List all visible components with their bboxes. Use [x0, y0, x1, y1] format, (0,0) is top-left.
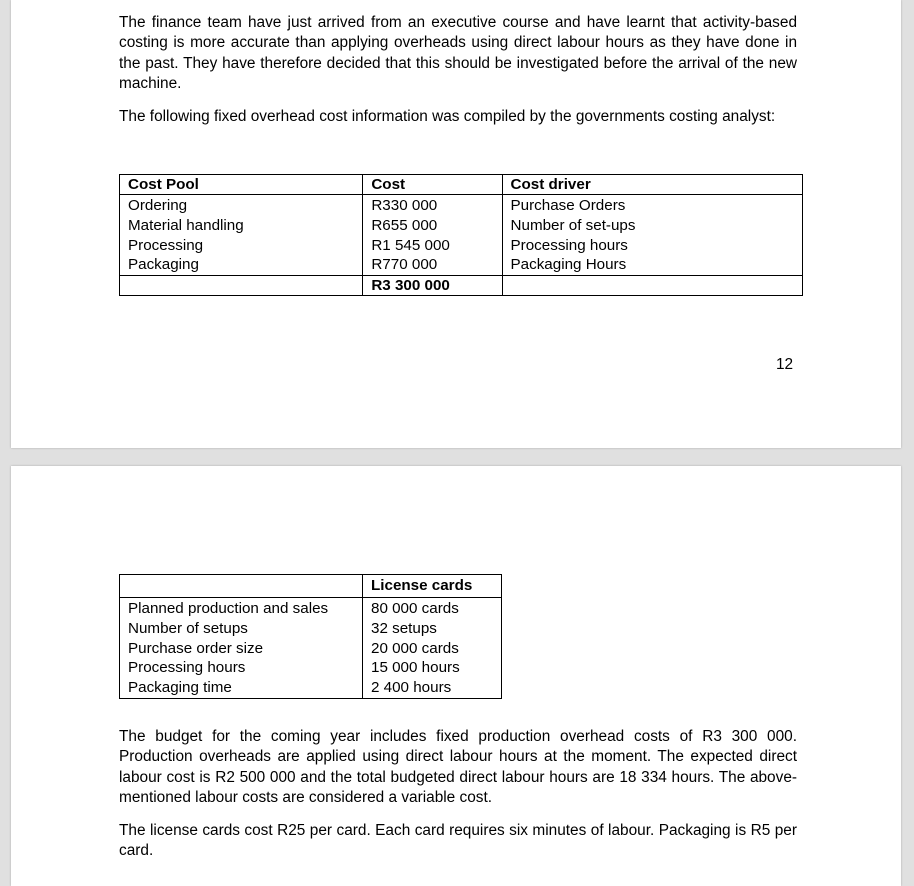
value-processing-hours: 15 000 hours — [371, 659, 460, 677]
table-total-row — [120, 276, 803, 296]
paragraph-activity-based-costing: The finance team have just arrived from an executive course and have learnt that activity-based costing is more accurate than applying overheads using direct labour hours as they have done in the past. They have therefore decided that this should be investigated before the arrival of the new machine. — [119, 14, 797, 92]
paragraph-budget: The budget for the coming year includes fixed production overhead costs of R3 300 000. Production overheads are applied using direct labour hours at the moment. The expected direct labour cost is R2 500 000 and the total budgeted direct labour hours are 18 334 hours. The above-mentioned labour costs are considered a variable cost. — [119, 728, 797, 806]
value-planned-production: 80 000 cards — [371, 600, 459, 617]
cost-pool-processing: Processing — [128, 236, 204, 254]
header-empty-cell — [120, 575, 363, 598]
total-empty-cell — [120, 276, 363, 296]
value-purchase-order-size: 20 000 cards — [371, 639, 459, 657]
table-row — [120, 195, 803, 276]
cost-ordering: R330 000 — [371, 197, 438, 214]
cost-pool-material-handling: Material handling — [128, 216, 244, 234]
page-number: 12 — [776, 356, 794, 373]
header-license-cards: License cards — [363, 575, 502, 598]
driver-material-handling: Number of set-ups — [510, 216, 636, 234]
header-cost: Cost — [363, 175, 502, 195]
cost-pools-cell — [120, 195, 363, 276]
header-cost-pool: Cost Pool — [120, 175, 363, 195]
label-number-of-setups: Number of setups — [128, 619, 248, 637]
costs-cell — [363, 195, 502, 276]
production-info-table — [119, 574, 502, 699]
label-purchase-order-size: Purchase order size — [128, 639, 264, 657]
header-cost-driver: Cost driver — [502, 175, 802, 195]
value-number-of-setups: 32 setups — [371, 619, 437, 637]
driver-packaging: Packaging Hours — [510, 256, 627, 274]
table-header-row — [120, 575, 502, 598]
drivers-cell — [502, 195, 802, 276]
document-page-1 — [11, 0, 901, 448]
overhead-cost-table — [119, 174, 803, 296]
cost-pool-packaging: Packaging — [128, 256, 199, 274]
paragraph-license-card-cost: The license cards cost R25 per card. Each card requires six minutes of labour. Packaging is R5 per card. — [119, 822, 797, 860]
cost-pool-ordering: Ordering — [128, 197, 188, 214]
labels-cell — [120, 598, 363, 699]
cost-material-handling: R655 000 — [371, 216, 438, 234]
label-planned-production: Planned production and sales — [128, 600, 329, 617]
label-processing-hours: Processing hours — [128, 659, 246, 677]
cost-packaging: R770 000 — [371, 256, 438, 274]
paragraph-cost-info-intro: The following fixed overhead cost information was compiled by the governments costing analyst: — [119, 108, 776, 125]
values-cell — [363, 598, 502, 699]
table-header-row — [120, 175, 803, 195]
label-packaging-time: Packaging time — [128, 679, 232, 697]
document-page-2 — [11, 466, 901, 886]
total-driver-empty-cell — [502, 276, 802, 296]
cost-processing: R1 545 000 — [371, 236, 450, 254]
total-cost: R3 300 000 — [363, 276, 502, 296]
table-row — [120, 598, 502, 699]
value-packaging-time: 2 400 hours — [371, 679, 452, 697]
driver-processing: Processing hours — [510, 236, 628, 254]
driver-ordering: Purchase Orders — [510, 197, 626, 214]
